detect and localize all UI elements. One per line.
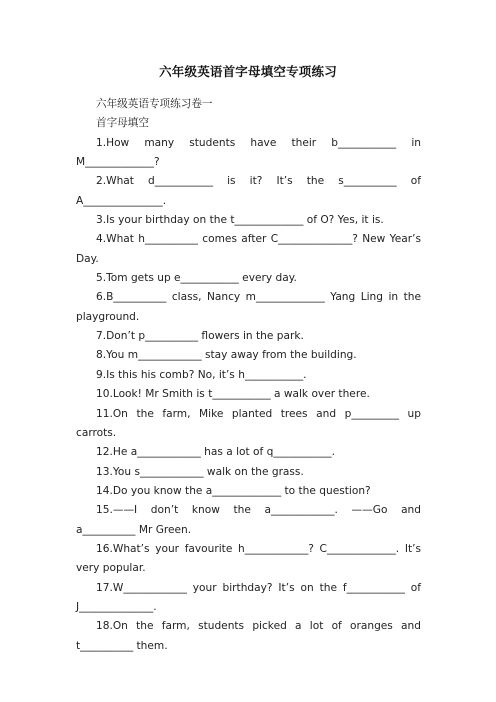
question-14: 14.Do you know the a_____________ to the question?: [96, 484, 371, 497]
question-17: 17.W____________ your birthday? It’s on the f___________ of J______________.: [76, 581, 421, 613]
question-5: 5.Tom gets up e___________ every day.: [96, 272, 297, 285]
question-9: 9.Is this his comb? No, it’s h___________.: [96, 368, 307, 381]
question-16: 16.What’s your favourite h____________? C_____________. It’s very popular.: [76, 542, 421, 575]
question-8: 8.You m____________ stay away from the building.: [96, 349, 357, 362]
question-12: 12.He a____________ has a lot of q___________.: [96, 446, 335, 459]
question-10: 10.Look! Mr Smith is t___________ a walk over there.: [96, 388, 370, 401]
section-heading: 首字母填空: [96, 117, 149, 130]
question-3: 3.Is your birthday on the t_____________ of O? Yes, it is.: [96, 214, 384, 227]
document-body: [76, 95, 421, 656]
question-2: 2.What d___________ is it? It’s the s__________ of A_______________.: [76, 175, 421, 207]
question-18: 18.On the farm, students picked a lot of oranges and t__________ them.: [76, 620, 421, 652]
subtitle: 六年级英语专项练习卷一: [96, 98, 213, 110]
question-7: 7.Don’t p__________ flowers in the park.: [96, 330, 304, 343]
question-6: 6.B__________ class, Nancy m_____________ Yang Ling in the playground.: [76, 291, 421, 323]
page-title: 六年级英语首字母填空专项练习: [159, 64, 337, 79]
question-1: 1.How many students have their b___________ in M_____________?: [76, 136, 421, 169]
question-11: 11.On the farm, Mike planted trees and p_________ up carrots.: [76, 407, 421, 439]
question-15: 15.——I don’t know the a____________. ——Go and a__________ Mr Green.: [76, 504, 421, 536]
question-4: 4.What h__________ comes after C______________? New Year’s Day.: [76, 233, 421, 265]
question-13: 13.You s____________ walk on the grass.: [96, 465, 304, 478]
